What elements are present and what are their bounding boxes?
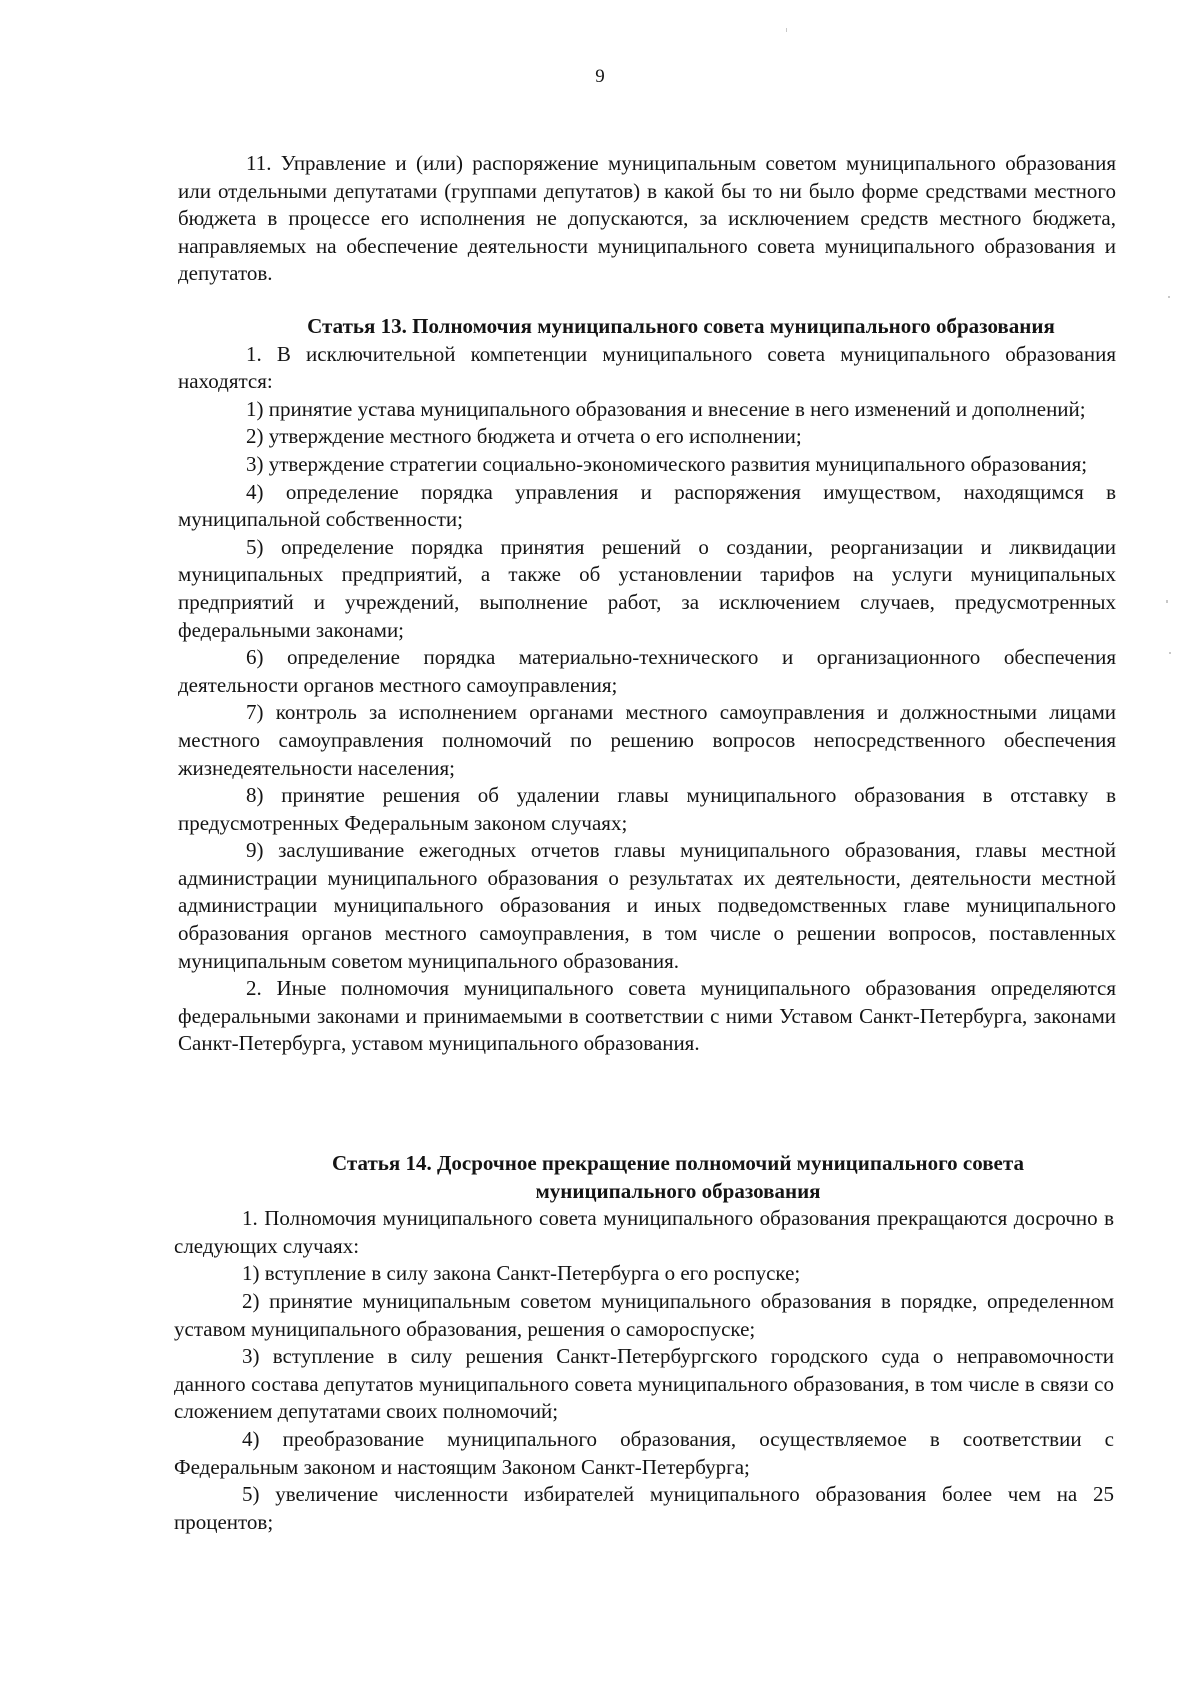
article-13-section bbox=[178, 313, 1116, 1058]
article-14-title-line-2: муниципального образования bbox=[535, 1178, 821, 1203]
article-14-item-4: 4) преобразование муниципального образования, осуществляемое в соответствии с Федеральным законом и настоящим Законом Санкт-Петербурга; bbox=[174, 1426, 1114, 1479]
page-number: 9 bbox=[595, 66, 605, 87]
article-13-paragraph-1: 1. В исключительной компетенции муниципального совета муниципального образования находятся: bbox=[178, 341, 1116, 394]
article-13-item-6: 6) определение порядка материально-технического и организационного обеспечения деятельности органов местного самоуправления; bbox=[178, 645, 1116, 697]
article-13-item-8: 8) принятие решения об удалении главы муниципального образования в отставку в предусмотренных Федеральным законом случаях; bbox=[178, 783, 1116, 835]
article-13-item-3: 3) утверждение стратегии социально-экономического развития муниципального образования; bbox=[246, 451, 1088, 476]
article-14-item-1: 1) вступление в силу закона Санкт-Петербурга о его роспуске; bbox=[242, 1261, 801, 1286]
article-13-title: Статья 13. Полномочия муниципального совета муниципального образования bbox=[307, 314, 1055, 338]
intro-section bbox=[178, 150, 1116, 288]
article-14-paragraph-1: 1. Полномочия муниципального совета муниципального образования прекращаются досрочно в следующих случаях: bbox=[174, 1206, 1114, 1258]
article-14-item-3: 3) вступление в силу решения Санкт-Петербургского городского суда о неправомочности данного состава депутатов муниципального совета муниципального образования, в том числе в связи со сложением депутатами своих полномочий; bbox=[174, 1344, 1114, 1424]
article-14-section bbox=[174, 1150, 1114, 1536]
article-13-item-1: 1) принятие устава муниципального образования и внесение в него изменений и дополнений; bbox=[246, 396, 1086, 421]
article-13-paragraph-2: 2. Иные полномочия муниципального совета муниципального образования определяются федеральными законами и принимаемыми в соответствии с ними Уставом Санкт-Петербурга, законами Санкт-Петербурга, уставом муниципального образования. bbox=[178, 976, 1116, 1056]
article-13-item-4: 4) определение порядка управления и распоряжения имуществом, находящимся в муниципальной собственности; bbox=[178, 479, 1116, 532]
scan-mark bbox=[786, 28, 787, 32]
scan-mark bbox=[1169, 652, 1171, 654]
article-13-item-2: 2) утверждение местного бюджета и отчета о его исполнении; bbox=[246, 424, 802, 449]
article-14-title-line-1: Статья 14. Досрочное прекращение полномочий муниципального совета bbox=[332, 1151, 1024, 1175]
scan-mark bbox=[1166, 600, 1168, 603]
article-13-item-5: 5) определение порядка принятия решений о создании, реорганизации и ликвидации муниципальных предприятий, а также об установлении тарифов на услуги муниципальных предприятий и учреждений, выполнение работ, за исключением случаев, предусмотренных федеральными законами; bbox=[178, 534, 1116, 642]
article-13-item-7: 7) контроль за исполнением органами местного самоуправления и должностными лицами местного самоуправления полномочий по решению вопросов непосредственного обеспечения жизнедеятельности населения; bbox=[178, 700, 1116, 780]
article-13-item-9: 9) заслушивание ежегодных отчетов главы муниципального образования, главы местной администрации муниципального образования о результатах их деятельности, деятельности местной администрации муниципального образования и иных подведомственных главе муниципального образования органов местного самоуправления, в том числе о решении вопросов, поставленных муниципальным советом муниципального образования. bbox=[178, 838, 1116, 973]
paragraph-item-11: 11. Управление и (или) распоряжение муниципальным советом муниципального образования или отдельными депутатами (группами депутатов) в какой бы то ни было форме средствами местного бюджета в процессе его исполнения не допускаются, за исключением средств местного бюджета, направляемых на обеспечение деятельности муниципального совета муниципального образования и депутатов. bbox=[178, 151, 1116, 286]
article-14-item-5: 5) увеличение численности избирателей муниципального образования более чем на 25 процентов; bbox=[174, 1482, 1114, 1534]
scan-mark bbox=[1168, 296, 1170, 298]
article-14-item-2: 2) принятие муниципальным советом муниципального образования в порядке, определенном уставом муниципального образования, решения о самороспуске; bbox=[174, 1288, 1114, 1341]
